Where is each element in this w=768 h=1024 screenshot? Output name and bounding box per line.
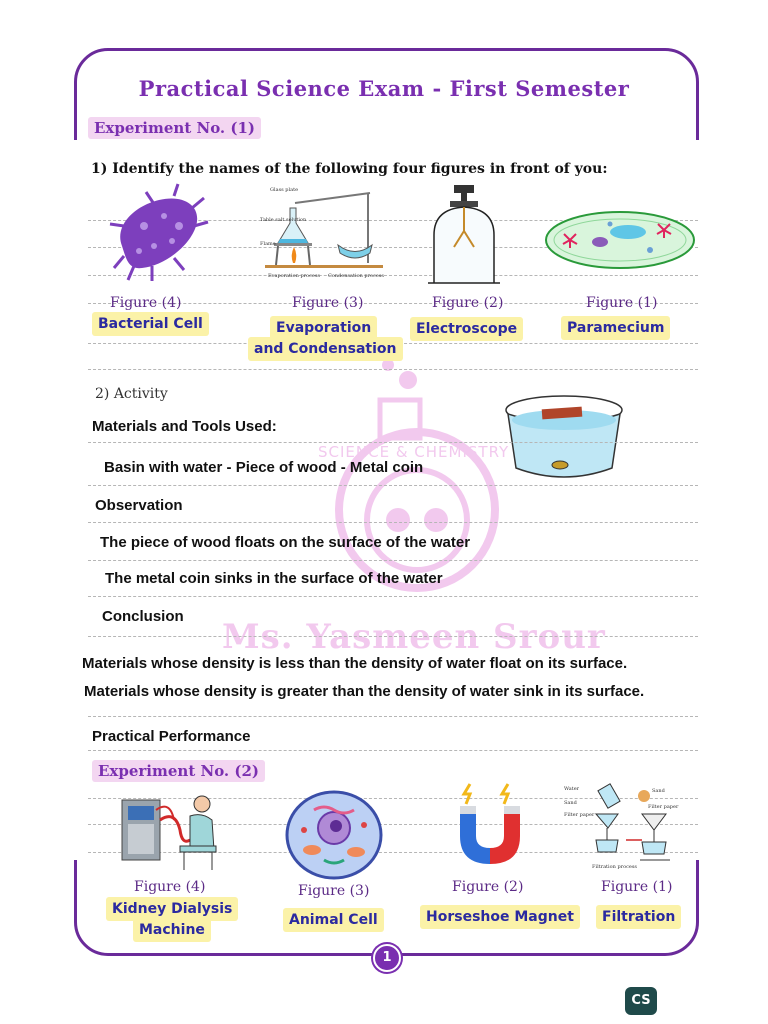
conclusion-2: Materials whose density is greater than the density of water sink in its surface. xyxy=(84,683,645,700)
page-title: Practical Science Exam - First Semester xyxy=(138,76,630,101)
filtration-icon xyxy=(562,780,679,870)
answer-horseshoe-magnet: Horseshoe Magnet xyxy=(420,905,580,929)
answer-filtration: Filtration xyxy=(596,905,681,929)
svg-text:Condensation process: Condensation process xyxy=(328,273,384,279)
svg-text:Table salt solution: Table salt solution xyxy=(260,217,307,223)
watermark-name: Ms. Yasmeen Srour xyxy=(222,617,606,657)
paramecium-icon xyxy=(540,200,700,280)
experiment-1-heading: Experiment No. (1) xyxy=(88,117,261,139)
exp2-figure-2-caption: Figure (2) xyxy=(452,879,524,895)
answer-paramecium: Paramecium xyxy=(561,316,670,340)
materials-answer: Basin with water - Piece of wood - Metal coin xyxy=(104,459,424,476)
answer-bacterial-cell: Bacterial Cell xyxy=(92,312,209,336)
answer-kidney-dialysis-line2: Machine xyxy=(133,918,211,942)
svg-text:Evaporation process: Evaporation process xyxy=(268,273,320,279)
scanner-badge: CS xyxy=(625,987,657,1015)
answer-electroscope: Electroscope xyxy=(410,317,523,341)
svg-text:Sand: Sand xyxy=(564,800,577,806)
figure-4-caption: Figure (4) xyxy=(110,295,182,311)
svg-text:Flame: Flame xyxy=(260,241,276,247)
figure-3-caption: Figure (3) xyxy=(292,295,364,311)
evaporation-apparatus-icon xyxy=(260,183,384,279)
exp2-figure-3-caption: Figure (3) xyxy=(298,883,370,899)
answer-kidney-dialysis-line1: Kidney Dialysis xyxy=(106,897,238,921)
conclusion-1: Materials whose density is less than the density of water float on its surface. xyxy=(82,655,628,672)
electroscope-icon xyxy=(424,185,504,285)
figure-2-caption: Figure (2) xyxy=(432,295,504,311)
answer-evaporation-line1: Evaporation xyxy=(270,316,377,340)
svg-text:Filter paper: Filter paper xyxy=(564,812,595,818)
svg-text:Filter paper: Filter paper xyxy=(648,804,679,810)
page-number: 1 xyxy=(373,944,401,972)
svg-text:Filtration process: Filtration process xyxy=(592,864,637,870)
answer-evaporation-line2: and Condensation xyxy=(248,337,403,361)
experiment-2-heading: Experiment No. (2) xyxy=(92,760,265,782)
conclusion-label: Conclusion xyxy=(102,608,184,625)
answer-animal-cell: Animal Cell xyxy=(283,908,384,932)
watermark-brand: SCIENCE & CHEMISTRY xyxy=(318,443,510,461)
observation-label: Observation xyxy=(95,497,183,514)
exp2-figure-1-caption: Figure (1) xyxy=(601,879,673,895)
bacteria-icon xyxy=(104,186,214,286)
exp2-figure-4-caption: Figure (4) xyxy=(134,879,206,895)
observation-1: The piece of wood floats on the surface of the water xyxy=(100,534,471,551)
dialysis-machine-icon xyxy=(120,790,220,872)
observation-2: The metal coin sinks in the surface of the water xyxy=(105,570,443,587)
svg-text:Glass plate: Glass plate xyxy=(270,187,299,193)
svg-text:Sand: Sand xyxy=(652,788,665,794)
svg-text:Water: Water xyxy=(564,786,580,792)
figure-1-caption: Figure (1) xyxy=(586,295,658,311)
horseshoe-magnet-icon xyxy=(450,776,530,871)
animal-cell-icon xyxy=(284,790,384,880)
question-2: 2) Activity xyxy=(95,386,168,402)
materials-label: Materials and Tools Used: xyxy=(92,418,277,435)
practical-performance: Practical Performance xyxy=(92,728,251,745)
basin-with-water-icon xyxy=(504,390,634,485)
question-1: 1) Identify the names of the following four figures in front of you: xyxy=(91,161,608,177)
